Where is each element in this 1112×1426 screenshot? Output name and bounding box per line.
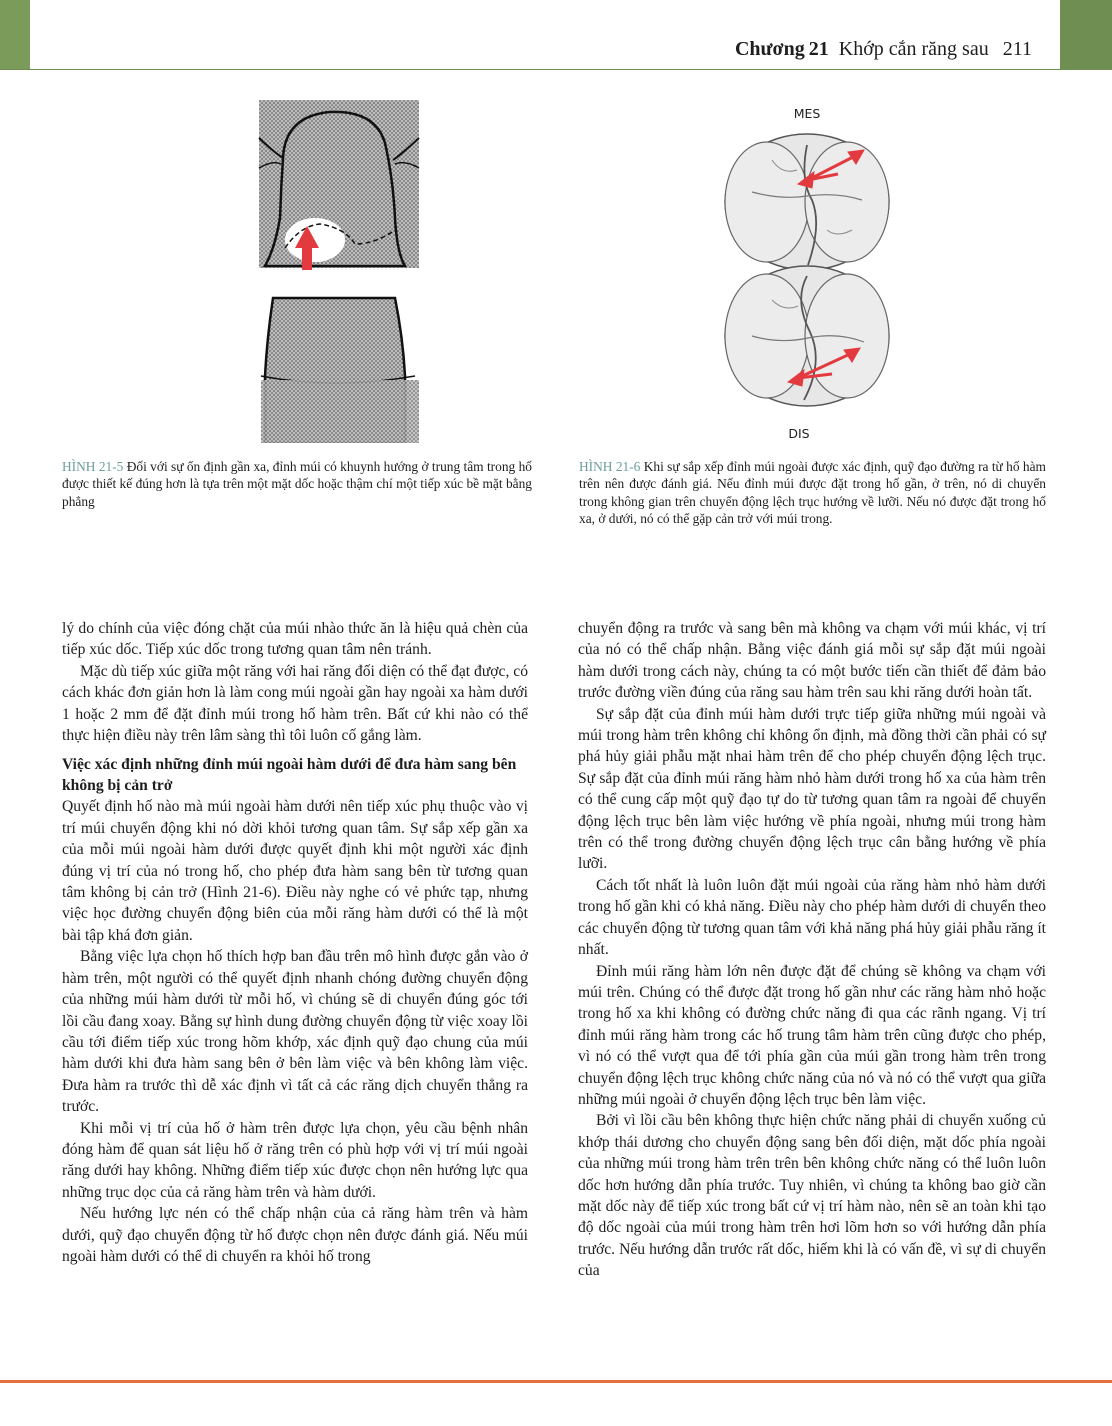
paragraph: chuyển động ra trước và sang bên mà không va chạm với múi khác, vị trí của nó có thể chấp nhận. Bằng việc đánh giá mỗi sự sắp đặt múi ngoài hàm dưới trong cách này, chúng ta có một bước tiến cần thiết để đảm bảo trước đường viền đúng của răng sau hàm trên sau khi răng dưới hoàn tất. bbox=[578, 620, 1046, 702]
paragraph: Khi mỗi vị trí của hố ở hàm trên được lựa chọn, yêu cầu bệnh nhân đóng hàm để quan sát liệu hố ở răng trên có phù hợp với vị trí múi ngoài răng dưới hay không. Những điểm tiếp xúc được chọn nên hướng lực qua những trục dọc của cả răng hàm trên và hàm dưới. bbox=[62, 1119, 528, 1201]
paragraph: lý do chính của việc đóng chặt của múi nhào thức ăn là hiệu quả chèn của tiếp xúc dốc. Tiếp xúc dốc trong tương quan tâm nên tránh. bbox=[62, 620, 528, 659]
distal-tag: DIS bbox=[788, 426, 810, 441]
chapter-label: Chương bbox=[734, 38, 805, 60]
footer-rule bbox=[0, 1380, 1112, 1383]
mesial-tag: MES bbox=[793, 106, 821, 121]
corner-tab-left bbox=[0, 0, 30, 70]
chapter-number: 21 bbox=[808, 38, 829, 60]
paragraph: Nếu hướng lực nén có thể chấp nhận của cả răng hàm trên và hàm dưới, quỹ đạo chuyển động từ hố được chọn nên được đánh giá. Nếu múi ngoài hàm dưới có thể di chuyển ra khỏi hố trong bbox=[62, 1205, 528, 1265]
corner-tab-right bbox=[1060, 0, 1112, 70]
figure-21-6-caption bbox=[579, 458, 1046, 528]
lower-molar bbox=[725, 266, 889, 406]
paragraph: Quyết định hố nào mà múi ngoài hàm dưới nên tiếp xúc phụ thuộc vào vị trí múi chuyển động khi nó dời khỏi tương quan tâm. Sự sắp xếp gần xa của mỗi múi ngoài hàm dưới được quyết định khi một người xác định đúng vị trí của nó trong hố, cho phép đưa hàm sang bên từ tương quan tâm không bị cản trở (Hình 21-6). Điều này nghe có vẻ phức tạp, nhưng việc học đường chuyển động biên của mỗi răng hàm dưới có thể là một bài tập khá đơn giản. bbox=[62, 798, 528, 944]
paragraph: Bằng việc lựa chọn hố thích hợp ban đầu trên mô hình được gắn vào ở hàm trên, một người có thể quyết định nhanh chóng đường chuyển động của những múi hàm dưới từ mỗi hố, vì chúng sẽ di chuyển đúng góc tới lồi cầu đang xoay. Bằng sự hình dung đường chuyển động từ việc xoay lồi cầu tới điểm tiếp xúc trong hõm khớp, xác định quỹ đạo chung của múi hàm dưới khi đưa hàm sang bên ở bên làm việc và bên không làm việc. Đưa hàm ra trước thì dễ xác định vì tất cả các răng dịch chuyển thẳng ra trước. bbox=[62, 948, 528, 1116]
figure-21-5-label: HÌNH 21-5 bbox=[62, 459, 124, 474]
paragraph: Sự sắp đặt của đỉnh múi hàm dưới trực tiếp giữa những múi ngoài và múi trong hàm trên không chỉ không ổn định, mà đồng thời cần phải có sự phá hủy giải phẫu mặt nhai hàm trên để cho phép chuyển động lệch trục. Sự sắp đặt của đỉnh múi răng hàm nhỏ hàm dưới trong hố xa của hàm trên có thể cung cấp một quỹ đạo tự do từ tương quan tâm ra ngoài để chuyển động lệch trục bên làm việc hướng về phía ngoài, nhưng múi trong hàm trên có thể trong đường chuyển động lệch trục cân bằng hướng về phía lưỡi. bbox=[578, 705, 1046, 873]
running-head bbox=[735, 38, 1032, 61]
figure-21-6-illustration bbox=[712, 100, 902, 445]
figure-21-5-illustration bbox=[245, 98, 430, 443]
figure-21-5-text: Đối với sự ổn định gần xa, đỉnh múi có khuynh hướng ở trung tâm trong hố được thiết kế đúng hơn là tựa trên một mặt dốc hoặc thậm chí một tiếp xúc bề mặt bằng phẳng bbox=[62, 459, 532, 509]
figure-21-6-label: HÌNH 21-6 bbox=[579, 459, 641, 474]
paragraph: Mặc dù tiếp xúc giữa một răng với hai răng đối diện có thể đạt được, có cách khác đơn giản hơn là làm cong múi ngoài gần hay ngoài xa hàm dưới 1 hoặc 2 mm để đặt đỉnh múi trong hố hàm trên. Bất cứ khi nào có thể thực hiện điều này trên lâm sàng thì tôi luôn cố gắng làm. bbox=[62, 662, 528, 745]
figure-21-6-text: Khi sự sắp xếp đỉnh múi ngoài được xác định, quỹ đạo đường ra từ hố hàm trên nên được đánh giá. Nếu đỉnh múi được đặt trong hố gần, ở trên, nó di chuyển trong không gian trên chuyển động lệch trục hướng về lưỡi. Nếu nó được đặt trong hố xa, ở dưới, nó có thể gặp cản trở với múi trong. bbox=[579, 459, 1046, 527]
chapter-title: Khớp cắn răng sau bbox=[838, 38, 989, 60]
paragraph: Cách tốt nhất là luôn luôn đặt múi ngoài của răng hàm nhỏ hàm dưới trong hố gần khi có khả năng. Điều này cho phép hàm dưới di chuyển theo các chuyển động từ tương quan tâm với khả năng phá hủy giải phẫu răng ít nhất. bbox=[578, 876, 1046, 959]
figure-21-5-caption bbox=[62, 458, 532, 510]
header-rule bbox=[0, 69, 1060, 70]
body-column-left bbox=[62, 618, 528, 1267]
upper-molar bbox=[725, 134, 889, 270]
page-number: 211 bbox=[1002, 38, 1032, 60]
paragraph: Đỉnh múi răng hàm lớn nên được đặt để chúng sẽ không va chạm với múi trên. Chúng có thể được đặt trong hố gần như các răng hàm nhỏ hoặc trong hố xa khi không có đường chức năng đi qua các rãnh ngang. Vị trí đỉnh múi răng hàm trong các hố trung tâm hàm trên cũng được cho phép, vì nó có thể vượt qua để tới phía gần của múi gần trong hàm trên trong chuyển động lệch trục không chức năng của nó và nó có thể vượt qua giữa những múi ngoài ở chuyển động lệch trục bên làm việc. bbox=[578, 962, 1046, 1108]
body-column-right bbox=[578, 618, 1046, 1282]
paragraph: Bởi vì lồi cầu bên không thực hiện chức năng phải di chuyển xuống củ khớp thái dương cho chuyển động sang bên đối diện, mặt dốc phía ngoài của những múi trong hàm trên trên bên không chức năng có thể luôn luôn dốc hơn hướng dẫn phía trước. Tuy nhiên, vì chúng ta không bao giờ cần mặt dốc này để tiếp xúc trong bất cứ vị trí hàm nào, nên sẽ an toàn khi tạo độ dốc ngoài của múi trong hàm trên hơi lõm hơn so với hướng dẫn phía trước. Nếu hướng dẫn trước rất dốc, hiếm khi là có vấn đề, vì sự di chuyển của bbox=[578, 1112, 1046, 1280]
section-heading: Việc xác định những đỉnh múi ngoài hàm dưới để đưa hàm sang bên không bị cản trở bbox=[62, 756, 517, 795]
fossa-highlight bbox=[285, 218, 345, 262]
